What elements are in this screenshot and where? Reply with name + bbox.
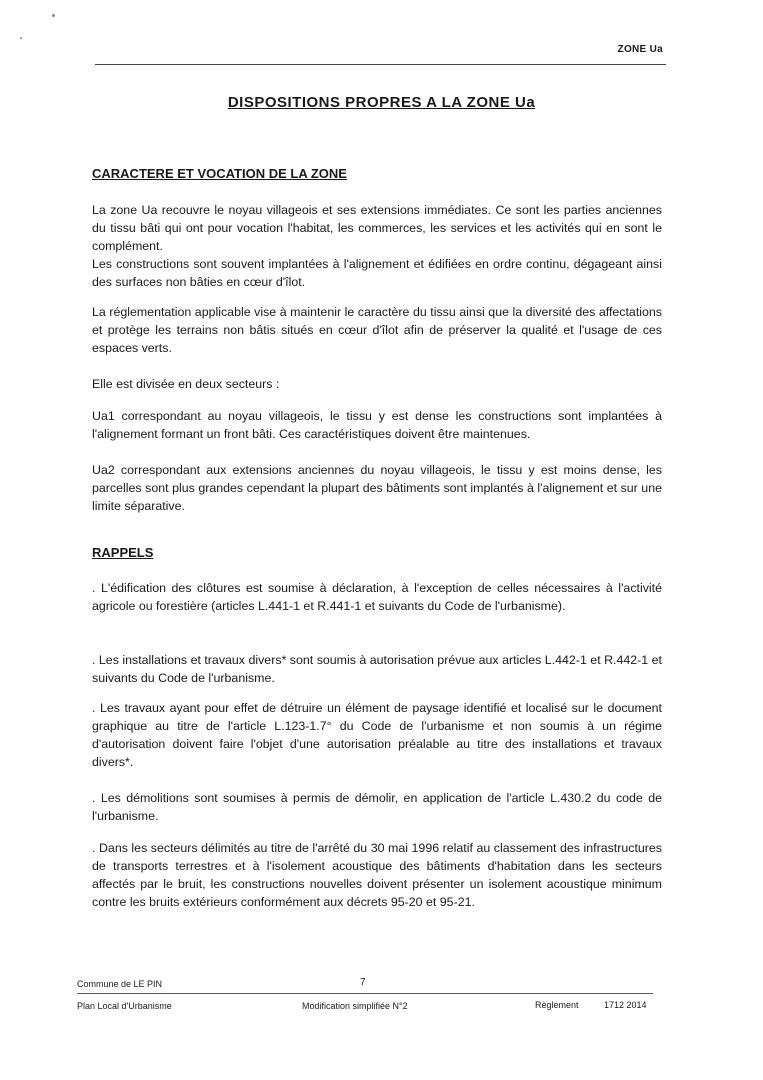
footer-date: 1712 2014 <box>604 1000 647 1010</box>
section-heading-caractere: CARACTERE ET VOCATION DE LA ZONE <box>92 166 347 181</box>
scan-speck <box>20 37 22 39</box>
page-title: DISPOSITIONS PROPRES A LA ZONE Ua <box>227 94 536 111</box>
rappel-item: . Dans les secteurs délimités au titre de l'arrêté du 30 mai 1996 relatif au classement des infrastructures de transports terrestres et à l'isolement acoustique des bâtiments d'habitation dans les secteurs affectés par le bruit, les constructions nouvelles doivent présenter un isolement acoustique minimum contre les bruits extérieurs conformément aux décrets 95-20 et 95-21. <box>92 841 662 909</box>
footer-divider <box>77 993 653 994</box>
paragraph-secteur-ua2: Ua2 correspondant aux extensions anciennes du noyau villageois, le tissu y est moins dense, les parcelles sont plus grandes cependant la plupart des bâtiments sont implantés à l'alignement et sur une limite séparative. <box>92 463 662 513</box>
paragraph-secteur-ua1: Ua1 correspondant au noyau villageois, le tissu y est dense les constructions sont implantées à l'alignement formant un front bâti. Ces caractéristiques doivent être maintenues. <box>92 409 662 441</box>
scan-speck <box>52 14 55 17</box>
paragraph-reglementation: La réglementation applicable vise à maintenir le caractère du tissu ainsi que la diversité des affectations et protège les terrains non bâtis situés en cœur d'îlot afin de préserver la qualité et l'usage de ces espaces verts. <box>92 305 662 355</box>
footer-page-number: 7 <box>360 977 366 988</box>
footer-reglement: Règlement <box>535 1000 579 1010</box>
paragraph-constructions: Les constructions sont souvent implantées à l'alignement et édifiées en ordre continu, dégageant ainsi des surfaces non bâties en cœur d'îlot. <box>92 257 662 289</box>
section-heading-rappels: RAPPELS <box>92 545 154 560</box>
rappel-item: . Les installations et travaux divers* sont soumis à autorisation prévue aux articles L.442-1 et R.442-1 et suivants du Code de l'urbanisme. <box>92 653 662 685</box>
footer-plu: Plan Local d'Urbanisme <box>77 1001 172 1011</box>
header-divider <box>95 64 666 65</box>
rappel-item: . Les démolitions sont soumises à permis de démolir, en application de l'article L.430.2 du code de l'urbanisme. <box>92 791 662 823</box>
footer-commune: Commune de LE PIN <box>77 979 163 989</box>
paragraph-secteurs-intro: Elle est divisée en deux secteurs : <box>92 377 280 391</box>
rappel-item: . L'édification des clôtures est soumise à déclaration, à l'exception de celles nécessaires à l'activité agricole ou forestière (articles L.441-1 et R.441-1 et suivants du Code de l'urbanisme). <box>92 581 662 613</box>
rappel-item: . Les travaux ayant pour effet de détruire un élément de paysage identifié et localisé sur le document graphique au titre de l'article L.123-1.7° du Code de l'urbanisme et non soumis à un régime d'autorisation doivent faire l'objet d'une autorisation préalable au titre des installations et travaux divers*. <box>92 701 662 769</box>
header-zone-label: ZONE Ua <box>617 44 663 55</box>
footer-modification: Modification simplifiée N°2 <box>302 1001 408 1011</box>
paragraph-zone-description: La zone Ua recouvre le noyau villageois et ses extensions immédiates. Ce sont les parties anciennes du tissu bâti qui ont pour vocation l'habitat, les commerces, les services et les activités qui en sont le complément. <box>92 203 662 253</box>
